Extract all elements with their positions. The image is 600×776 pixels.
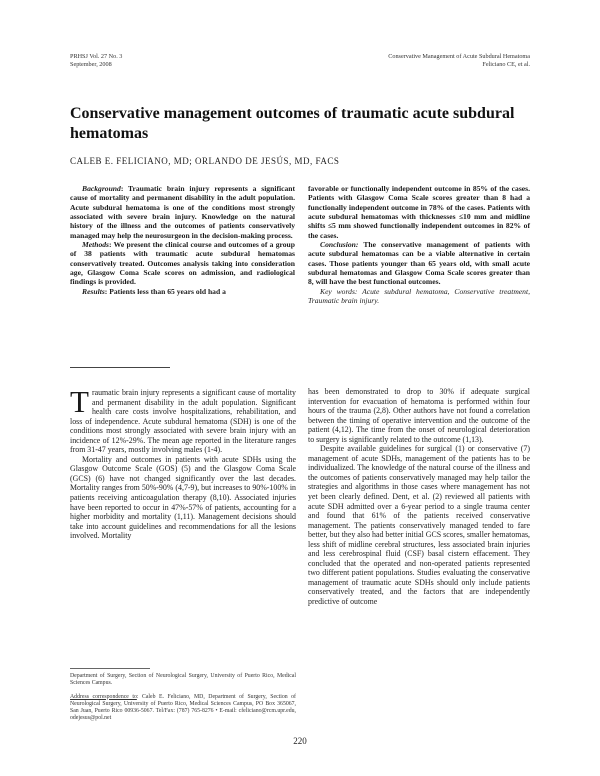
drop-cap: T	[70, 384, 89, 419]
section-divider	[70, 367, 170, 368]
abstract-results-continued: favorable or functionally independent outcome in 85% of the cases. Patients with Glasgow Coma Scale scores greater than 8 had a functionally independent outcome in 78% of the cases. Patients with acute subdural hematomas with thicknesses ≤10 mm and midline shifts ≤5 mm showed functionally independent outcomes in 82% of the cases.	[308, 184, 530, 240]
results-label: Results	[82, 286, 105, 296]
running-title: Conservative Management of Acute Subdural Hematoma	[388, 53, 530, 60]
conclusion-label: Conclusion:	[320, 240, 359, 250]
keywords: Key words: Acute subdural hematoma, Conservative treatment, Traumatic brain injury.	[308, 286, 530, 306]
footnote-affiliation: Department of Surgery, Section of Neurological Surgery, University of Puerto Rico, Medical Sciences Campus.	[70, 673, 296, 687]
body-paragraph: has been demonstrated to drop to 30% if adequate surgical intervention for evacuation of hematoma is performed within four hours of the trauma (2,8). Other authors have not found a correlation between the timing of operative intervention and the outcome of the patient (4,12). The time from the onset of neurological deterioration to surgery is significantly related to the outcome (1,13).	[308, 387, 530, 444]
background-label: Background	[82, 184, 121, 193]
footnote-address	[70, 694, 296, 723]
body-paragraph: Despite available guidelines for surgical (1) or conservative (7) management of acute SDHs, management of the patients has to be individualized. The knowledge of the natural course of the illness and the outcomes of patients conservatively managed may help tailor the strategies and algorithms in those cases where management has not yet been clearly defined. Dent, et al. (2) reviewed all patients with acute SDH admitted over a 6-year period to a single trauma center and found that 61% of the patients received conservative management. The patients conservatively managed tended to fare better, but they also had better initial GCS scores, smaller hematomas, less shift of midline cerebral structures, less associated brain injuries and less cerebrospinal fluid (CSF) basal cistern effacement. They concluded that the operated and non-operated patients represented two different patient populations. Studies evaluating the conservative management of traumatic acute SDHs should only include patients conservatively treated, and the factors that are independently predictive of outcome	[308, 444, 530, 607]
address-text: : Caleb E. Feliciano, MD, Department of Surgery, Section of Neurological Surgery, University of Puerto Rico, Medical Sciences Campus, PO Box 365067, San Juan, Puerto Rico 00936-5067. Tel/Fax: (787) 765-8276 • E-mail: cfeliciano@rcm.upr.edu, odejesus@pol.net	[70, 693, 296, 722]
background-text: : Traumatic brain injury represents a significant cause of mortality and permanent disability in the adult population. Acute subdural hematoma is one of the conditions most strongly associated with severe brain injury. Knowledge on the natural history of the illness and the outcomes of patients conservatively managed may help the neurosurgeon in the decision-making process.	[70, 184, 295, 240]
abstract-left-column	[70, 184, 295, 296]
running-header-left	[70, 53, 122, 69]
abstract-background	[70, 184, 295, 240]
journal-date: September, 2008	[70, 61, 112, 68]
running-header-right	[388, 53, 530, 69]
body-paragraph	[70, 384, 296, 455]
body-right-column	[308, 387, 530, 607]
footnotes	[70, 673, 296, 729]
abstract-results	[70, 287, 295, 296]
abstract-methods	[70, 240, 295, 287]
conclusion-text: The conservative management of patients with acute subdural hematomas can be a viable alternative in certain cases. Those patients younger than 65 years old, with small acute subdural hematomas and Glasgow Coma Scale scores greater than 8, will have the best functional outcomes.	[308, 240, 530, 287]
abstract-conclusion	[308, 240, 530, 287]
address-label: Address correspondence to	[70, 693, 137, 700]
running-authors: Feliciano CE, et al.	[482, 61, 530, 68]
methods-label: Methods	[82, 240, 110, 250]
methods-text: : We present the clinical course and outcomes of a group of 38 patients with traumatic acute subdural hematomas conservatively treated. Outcomes analysis taking into consideration age, Glasgow Coma Scale scores on admission, and radiological findings is provided.	[70, 240, 295, 287]
results-text: : Patients less than 65 years old had a	[104, 286, 226, 296]
journal-volume: PRHSJ Vol. 27 No. 3	[70, 53, 123, 60]
body-paragraph: Mortality and outcomes in patients with acute SDHs using the Glasgow Outcome Scale (GOS) (5) and the Glasgow Coma Scale (GCS) (6) have not changed significantly over the last decades. Mortality ranges from 50%-90% (4,7-9), but increases to 90%-100% in patients receiving anticoagulation therapy (8,10). Associated injuries have been reported to occur in 47%-57% of patients, accounting for a higher morbidity and mortality (1,11). Management decisions should take into account guidelines and recommendations for all the lesions involved. Mortality	[70, 454, 296, 541]
author-line: CALEB E. FELICIANO, MD; ORLANDO DE JESÚS, MD, FACS	[70, 156, 340, 166]
body-text: raumatic brain injury represents a significant cause of mortality and permanent disability in the adult population. Significant health care costs involve hospitalizations, rehabilitation, and loss of independence. Acute subdural hematoma (SDH) is one of the conditions most strongly associated with severe brain injury with an incidence of 12%-29%. The mean age reported in the literature ranges from 31-47 years, mostly involving males (1-4).	[70, 388, 296, 455]
body-left-column	[70, 384, 296, 541]
footnote-divider	[70, 668, 150, 669]
page-number: 220	[293, 736, 307, 746]
article-title: Conservative management outcomes of traumatic acute subdural hematomas	[70, 105, 515, 142]
abstract-right-column	[308, 184, 530, 305]
